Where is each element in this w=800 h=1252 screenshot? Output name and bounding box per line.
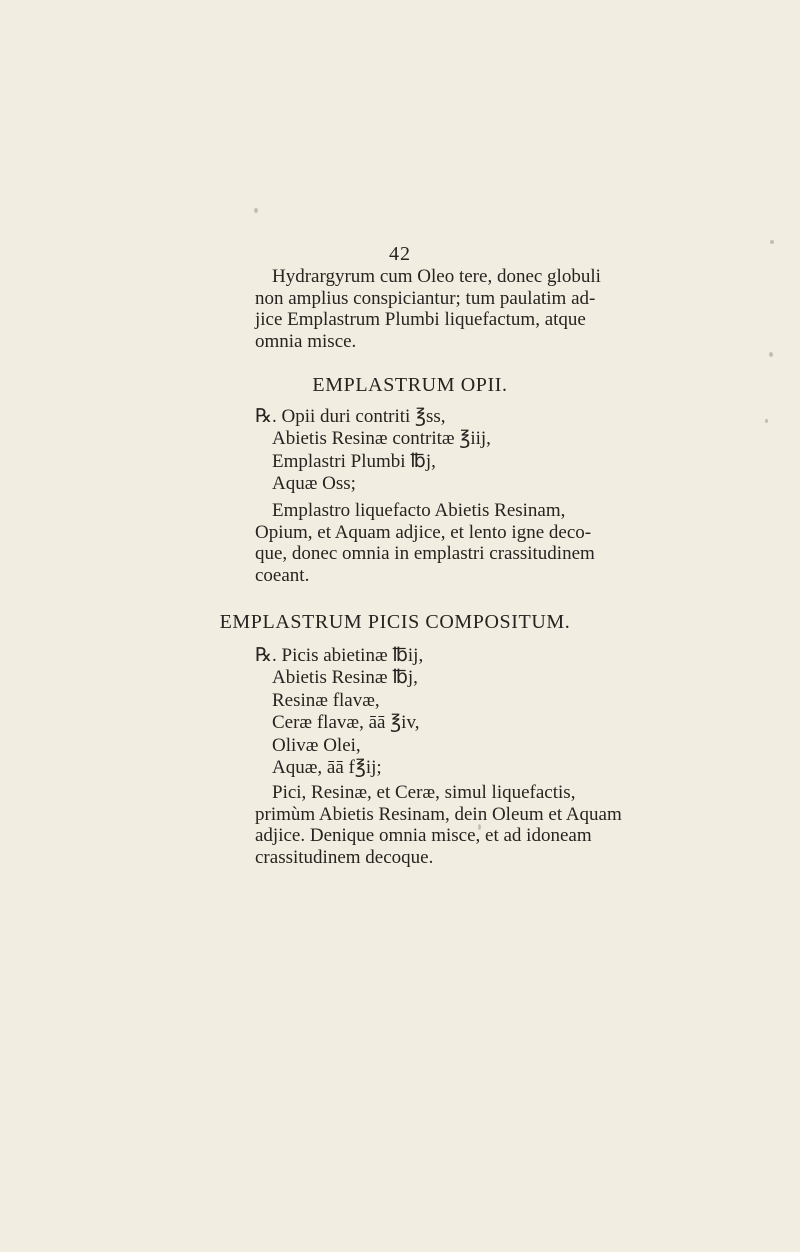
directions-opii (255, 500, 775, 586)
ingredient-line: ℞. Opii duri contriti ℥ss, (255, 406, 446, 427)
ingredient-line: Abietis Resinæ contritæ ℥iij, (272, 428, 491, 450)
section-title-opii: EMPLASTRUM OPII. (312, 374, 508, 396)
ingredients-opii (255, 406, 491, 496)
directions-line: Opium, et Aquam adjice, et lento igne deco- (255, 521, 592, 543)
paper-speck (254, 208, 258, 213)
ingredient-line: Aquæ Oss; (272, 473, 356, 495)
intro-line: non amplius conspiciantur; tum paulatim ad- (255, 287, 596, 309)
ingredient-line: ℞. Picis abietinæ ℔ij, (255, 645, 424, 666)
directions-line: que, donec omnia in emplastri crassitudinem (255, 543, 595, 564)
intro-line: omnia misce. (255, 330, 357, 352)
directions-line: crassitudinem decoque. (255, 846, 434, 868)
directions-line: Emplastro liquefacto Abietis Resinam, (272, 500, 566, 521)
paper-speck (765, 419, 768, 423)
section-title-picis: EMPLASTRUM PICIS COMPOSITUM. (219, 611, 571, 633)
directions-line: coeant. (255, 564, 310, 586)
directions-line: primùm Abietis Resinam, dein Oleum et Aquam (255, 803, 622, 825)
page-number: 42 (389, 243, 411, 265)
ingredient-line: Olivæ Olei, (272, 734, 361, 756)
directions-picis (255, 782, 775, 868)
directions-line: Pici, Resinæ, et Ceræ, simul liquefactis, (272, 782, 576, 803)
directions-line: adjice. Denique omnia misce, et ad idoneam (255, 825, 592, 846)
intro-line: jice Emplastrum Plumbi liquefactum, atque (255, 309, 586, 330)
ingredient-line: Ceræ flavæ, āā ℥iv, (272, 712, 420, 734)
paper-speck (769, 352, 773, 357)
ingredient-line: Resinæ flavæ, (272, 689, 380, 711)
ingredient-line: Abietis Resinæ ℔j, (272, 667, 418, 689)
ingredients-picis (255, 645, 423, 779)
ingredient-line: Aquæ, āā f℥ij; (272, 757, 382, 779)
intro-line: Hydrargyrum cum Oleo tere, donec globuli (272, 266, 601, 287)
intro-paragraph (255, 266, 775, 352)
ingredient-line: Emplastri Plumbi ℔j, (272, 450, 436, 472)
